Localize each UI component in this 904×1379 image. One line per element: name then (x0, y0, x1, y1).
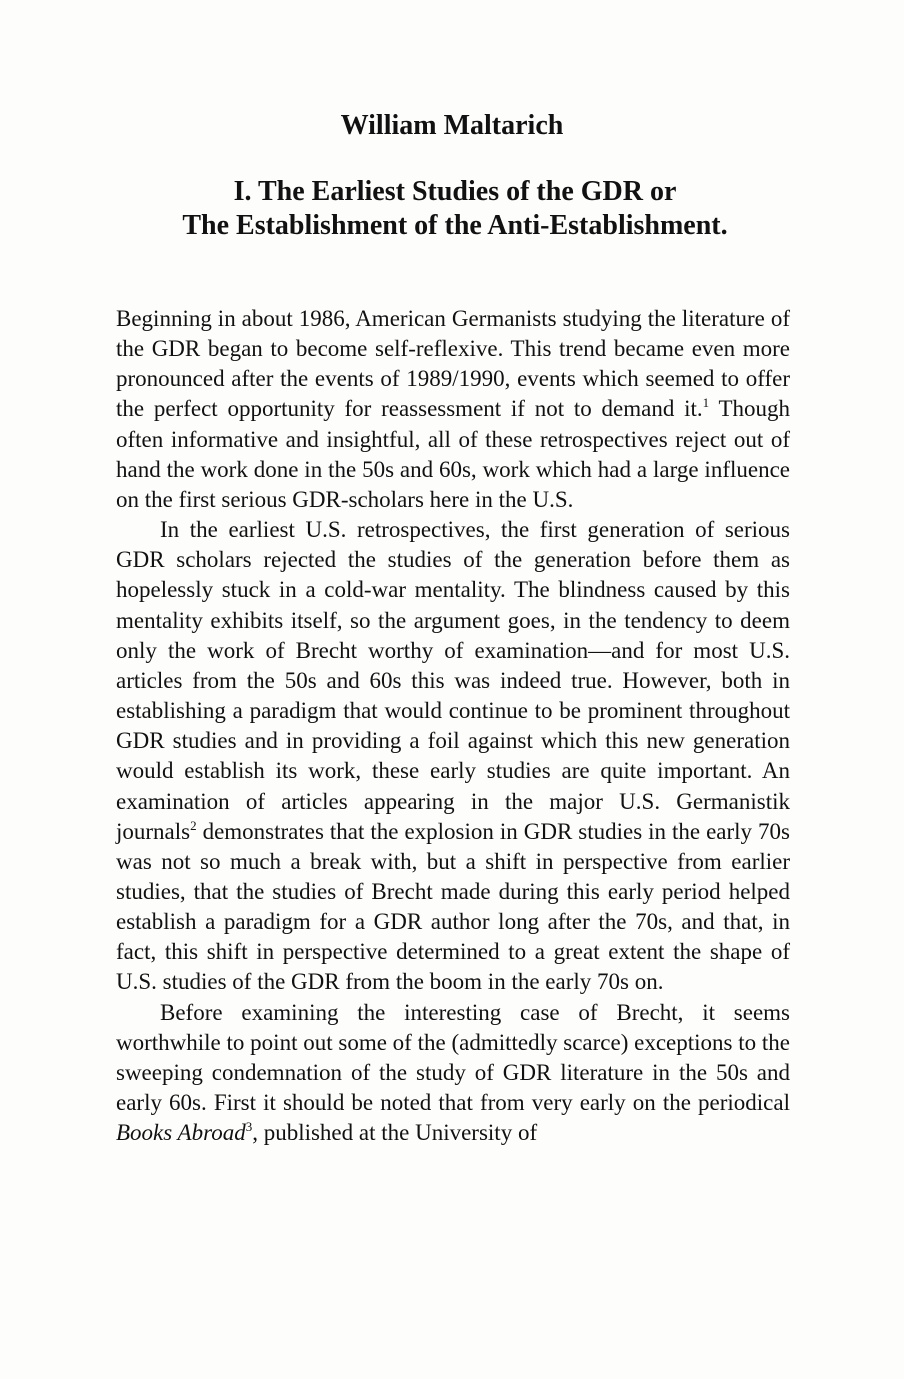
paragraph-3 (116, 998, 790, 1149)
paragraph-2-text: In the earliest U.S. retrospectives, the first generation of serious GDR scholars rejected the studies of the generation before them as hopelessly stuck in a cold-war mentality. The blindness caused by this mentality exhibits itself, so the argument goes, in the tendency to deem only the work of Brecht worthy of examination—and for most U.S. articles from the 50s and 60s this was indeed true. However, both in establishing a paradigm that would continue to be prominent throughout GDR studies and in providing a foil against which this new generation would establish its work, these early studies are quite important. An examination of articles appearing in the major U.S. Germanistik journals (116, 517, 790, 844)
author-name: William Maltarich (340, 110, 564, 141)
footnote-marker-1[interactable]: 1 (702, 395, 710, 411)
chapter-title (0, 175, 904, 243)
paragraph-3-text-continued: , published at the University of (252, 1120, 538, 1146)
periodical-title: Books Abroad (116, 1120, 246, 1146)
paragraph-1 (116, 304, 790, 515)
footnote-marker-2[interactable]: 2 (190, 817, 197, 833)
paragraph-1-text: Beginning in about 1986, American Germanists studying the literature of the GDR began to become self-reflexive. This trend became even more pronounced after the events of 1989/1990, events which seemed to offer the perfect opportunity for reassessment if not to demand it. (116, 306, 790, 422)
chapter-title-line-1: I. The Earliest Studies of the GDR or (233, 176, 677, 207)
chapter-title-line-2: The Establishment of the Anti-Establishment. (182, 210, 728, 241)
paragraph-3-text: Before examining the interesting case of Brecht, it seems worthwhile to point out some of the (admittedly scarce) exceptions to the sweeping condemnation of the study of GDR literature in the 50s and early 60s. First it should be noted that from very early on the periodical (116, 999, 790, 1116)
paragraph-1-text-continued: Though often informative and insightful, all of these retrospectives reject out of hand the work done in the 50s and 60s, work which had a large influence on the first serious GDR-scholars here in the U.S. (116, 396, 790, 512)
paragraph-2 (116, 515, 790, 998)
paragraph-2-text-continued: demonstrates that the explosion in GDR studies in the early 70s was not so much a break with, but a shift in perspective from earlier studies, that the studies of Brecht made during this early period helped establish a paradigm for a GDR author long after the 70s, and that, in fact, this shift in perspective determined to a great extent the shape of U.S. studies of the GDR from the boom in the early 70s on. (116, 818, 790, 995)
body-text (116, 304, 790, 1148)
footnote-marker-3[interactable]: 3 (245, 1119, 253, 1135)
